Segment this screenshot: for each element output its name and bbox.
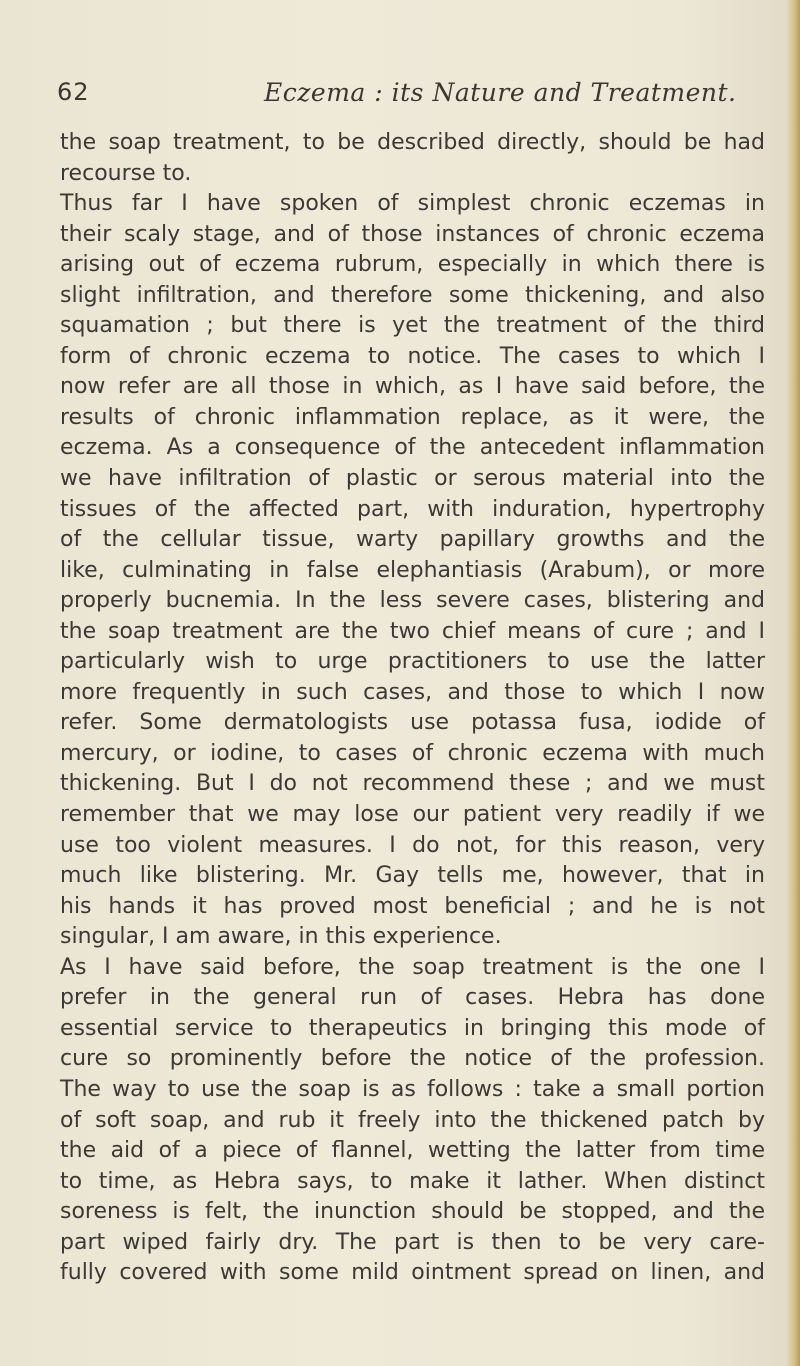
- text-line: much like blistering. Mr. Gay tells me, however, that in: [60, 863, 765, 889]
- text-line: thickening. But I do not recommend these ; and we must: [60, 771, 765, 797]
- text-line: now refer are all those in which, as I have said before, the: [60, 374, 765, 400]
- text-line: fully covered with some mild ointment spread on linen, and: [60, 1260, 765, 1286]
- page-edge: [786, 0, 800, 1366]
- text-line: results of chronic inflammation replace, as it were, the: [60, 404, 765, 430]
- text-line: particularly wish to urge practitioners to use the latter: [60, 649, 765, 675]
- text-line: the soap treatment are the two chief means of cure ; and I: [60, 618, 765, 644]
- text-line: slight infiltration, and therefore some thickening, and also: [60, 282, 765, 308]
- running-head-title: Eczema : its Nature and Treatment.: [264, 78, 737, 107]
- text-line: Thus far I have spoken of simplest chronic eczemas in: [60, 191, 765, 217]
- text-line: essential service to therapeutics in bringing this mode of: [60, 1015, 765, 1041]
- running-head: [57, 78, 757, 114]
- text-line: of the cellular tissue, warty papillary growths and the: [60, 527, 765, 553]
- text-line: we have infiltration of plastic or serous material into the: [60, 466, 765, 492]
- text-line: prefer in the general run of cases. Hebra has done: [60, 985, 765, 1011]
- text-line: As I have said before, the soap treatment is the one I: [60, 954, 765, 980]
- text-line: to time, as Hebra says, to make it lather. When distinct: [60, 1168, 765, 1194]
- text-line: his hands it has proved most beneficial ; and he is not: [60, 893, 765, 919]
- text-line: mercury, or iodine, to cases of chronic eczema with much: [60, 740, 765, 766]
- text-line: properly bucnemia. In the less severe cases, blistering and: [60, 588, 765, 614]
- text-line: eczema. As a consequence of the antecedent inflammation: [60, 435, 765, 461]
- text-line: the aid of a piece of flannel, wetting the latter from time: [60, 1138, 765, 1164]
- text-line: The way to use the soap is as follows : take a small portion: [60, 1076, 765, 1102]
- text-line: cure so prominently before the notice of the profession.: [60, 1046, 765, 1072]
- text-line: more frequently in such cases, and those to which I now: [60, 679, 765, 705]
- text-line: remember that we may lose our patient very readily if we: [60, 802, 765, 828]
- text-line: form of chronic eczema to notice. The cases to which I: [60, 343, 765, 369]
- text-line: of soft soap, and rub it freely into the thickened patch by: [60, 1107, 765, 1133]
- text-line: arising out of eczema rubrum, especially in which there is: [60, 252, 765, 278]
- text-line: part wiped fairly dry. The part is then to be very care-: [60, 1229, 765, 1255]
- text-line: soreness is felt, the inunction should be stopped, and the: [60, 1199, 765, 1225]
- text-line: singular, I am aware, in this experience.: [60, 924, 502, 950]
- text-line: their scaly stage, and of those instances of chronic eczema: [60, 221, 765, 247]
- text-line: like, culminating in false elephantiasis (Arabum), or more: [60, 557, 765, 583]
- text-line: refer. Some dermatologists use potassa fusa, iodide of: [60, 710, 765, 736]
- text-line: tissues of the affected part, with induration, hypertrophy: [60, 496, 765, 522]
- text-line: recourse to.: [60, 160, 192, 186]
- text-line: squamation ; but there is yet the treatment of the third: [60, 313, 765, 339]
- text-line: the soap treatment, to be described directly, should be had: [60, 130, 765, 155]
- page-number: 62: [57, 78, 90, 106]
- text-line: use too violent measures. I do not, for this reason, very: [60, 832, 765, 858]
- body-text: [60, 128, 765, 1289]
